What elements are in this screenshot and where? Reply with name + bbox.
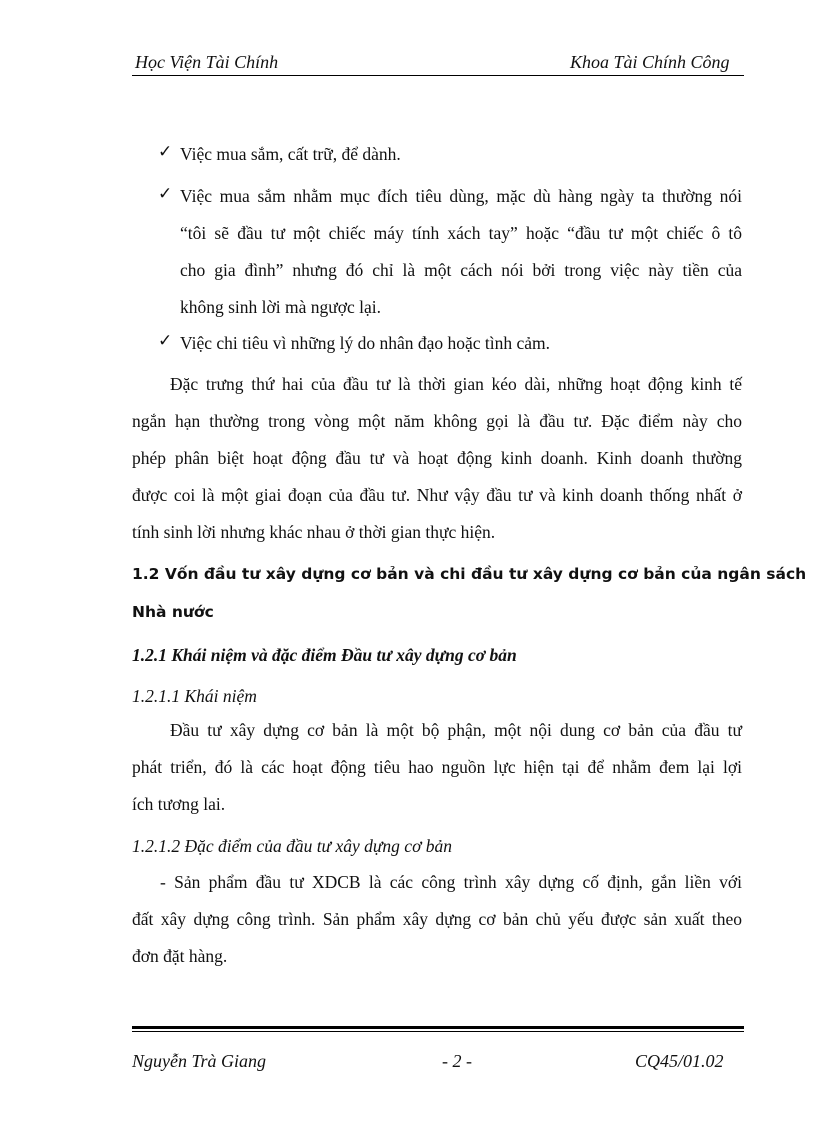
footer-rule-thin — [132, 1031, 744, 1032]
bullet-line: Việc chi tiêu vì những lý do nhân đạo hoặc tình cảm. — [180, 333, 551, 353]
bullet-line: không sinh lời mà ngược lại. — [180, 297, 382, 317]
bullet-line: cho gia đình” nhưng đó chỉ là một cách nói bởi trong việc này tiền của — [180, 260, 742, 280]
section-heading-1-2-1: 1.2.1 Khái niệm và đặc điểm Đầu tư xây dựng cơ bản — [132, 645, 517, 665]
paragraph-line: - Sản phẩm đầu tư XDCB là các công trình xây dựng cố định, gắn liền với — [160, 872, 742, 892]
section-heading-1-2-1-2: 1.2.1.2 Đặc điểm của đầu tư xây dựng cơ bản — [132, 836, 453, 856]
footer-code: CQ45/01.02 — [635, 1051, 724, 1071]
bullet-line: “tôi sẽ đầu tư một chiếc máy tính xách tay” hoặc “đầu tư một chiếc ô tô — [180, 223, 742, 243]
bullet-item — [180, 178, 742, 326]
header-right: Khoa Tài Chính Công — [570, 52, 730, 72]
paragraph-line: đơn đặt hàng. — [132, 946, 228, 966]
paragraph-line: tính sinh lời nhưng khác nhau ở thời gian thực hiện. — [132, 522, 496, 542]
paragraph-characteristics — [132, 864, 742, 975]
footer-rule — [132, 1026, 744, 1029]
paragraph-line: đất xây dựng công trình. Sản phẩm xây dựng cơ bản chủ yếu được sản xuất theo — [132, 909, 742, 929]
bullet-item — [180, 325, 742, 362]
paragraph-line: Đặc trưng thứ hai của đầu tư là thời gian kéo dài, những hoạt động kinh tế — [170, 374, 742, 394]
section-heading-1-2-1-1: 1.2.1.1 Khái niệm — [132, 686, 257, 706]
checkmark-icon: ✓ — [158, 331, 173, 350]
bullet-line: Việc mua sắm nhằm mục đích tiêu dùng, mặc dù hàng ngày ta thường nói — [180, 186, 742, 206]
paragraph-definition — [132, 712, 742, 823]
header-rule — [132, 75, 744, 76]
checkmark-icon: ✓ — [158, 184, 173, 203]
paragraph-line: phát triển, đó là các hoạt động tiêu hao nguồn lực hiện tại để nhằm đem lại lợi — [132, 757, 742, 777]
paragraph-line: phép phân biệt hoạt động đầu tư và hoạt động kinh doanh. Kinh doanh thường — [132, 448, 742, 468]
header-left: Học Viện Tài Chính — [135, 52, 279, 72]
bullet-line: Việc mua sắm, cất trữ, để dành. — [180, 144, 401, 164]
paragraph-line: được coi là một giai đoạn của đầu tư. Như vậy đầu tư và kinh doanh thống nhất ở — [132, 485, 742, 505]
bullet-item — [180, 136, 742, 173]
section-heading-1-2-cont: Nhà nước — [132, 603, 214, 621]
section-heading-1-2: 1.2 Vốn đầu tư xây dựng cơ bản và chi đầu tư xây dựng cơ bản của ngân sách — [132, 565, 807, 583]
footer-page-number: - 2 - — [442, 1051, 472, 1071]
paragraph-line: ích tương lai. — [132, 794, 226, 814]
checkmark-icon: ✓ — [158, 142, 173, 161]
paragraph-line: ngắn hạn thường trong vòng một năm không gọi là đầu tư. Đặc điểm này cho — [132, 411, 742, 431]
footer-author: Nguyễn Trà Giang — [132, 1051, 267, 1071]
paragraph-line: Đầu tư xây dựng cơ bản là một bộ phận, một nội dung cơ bản của đầu tư — [170, 720, 742, 740]
paragraph-investment-duration — [132, 366, 742, 551]
